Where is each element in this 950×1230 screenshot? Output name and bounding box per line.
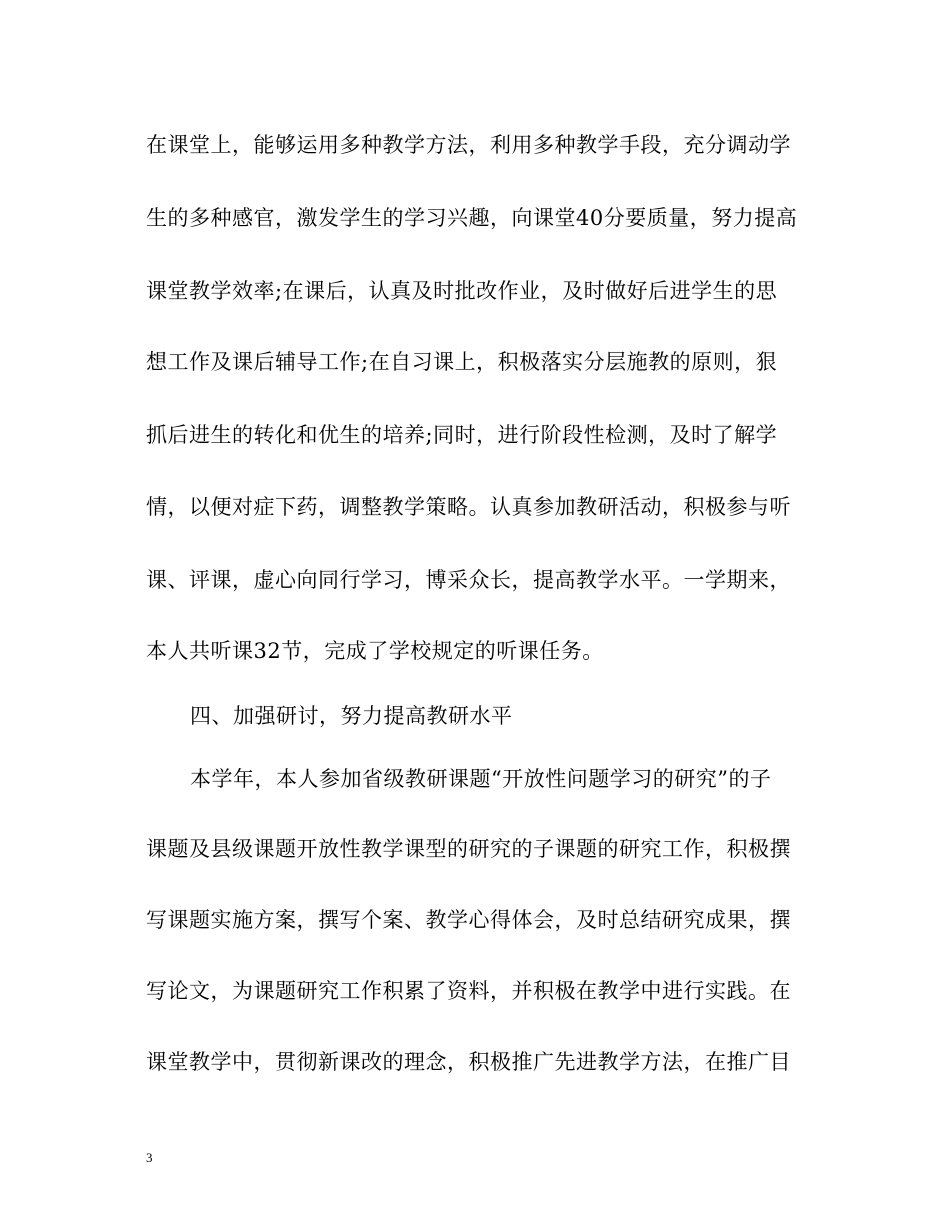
text-line: 生的多种感官，激发学生的学习兴趣，向课堂40分要质量，努力提高 xyxy=(146,206,798,230)
text-line: 课堂教学效率;在课后，认真及时批改作业，及时做好后进学生的思 xyxy=(146,279,778,303)
paragraph-first-line: 本学年，本人参加省级教研课题“开放性问题学习的研究”的子 xyxy=(190,767,772,791)
page-number: 3 xyxy=(146,1150,153,1165)
text-line: 写论文，为课题研究工作积累了资料，并积极在教学中进行实践。在 xyxy=(146,979,791,1003)
text-line: 课堂教学中，贯彻新课改的理念，积极推广先进教学方法，在推广目 xyxy=(146,1050,791,1074)
text-line: 在课堂上，能够运用多种教学方法，利用多种教学手段，充分调动学 xyxy=(146,133,791,157)
text-line: 想工作及课后辅导工作;在自习课上，积极落实分层施教的原则，狠 xyxy=(146,350,778,374)
text-line: 本人共听课32节，完成了学校规定的听课任务。 xyxy=(146,639,604,663)
text-line: 课、评课，虚心向同行学习，博采众长，提高教学水平。一学期来， xyxy=(146,568,791,592)
text-line: 情，以便对症下药，调整教学策略。认真参加教研活动，积极参与听 xyxy=(146,495,791,519)
text-line: 课题及县级课题开放性教学课型的研究的子课题的研究工作，积极撰 xyxy=(146,837,791,861)
section-heading: 四、加强研讨，努力提高教研水平 xyxy=(190,704,513,728)
text-line: 写课题实施方案，撰写个案、教学心得体会，及时总结研究成果，撰 xyxy=(146,908,791,932)
text-line: 抓后进生的转化和优生的培养;同时，进行阶段性检测，及时了解学 xyxy=(146,423,778,447)
